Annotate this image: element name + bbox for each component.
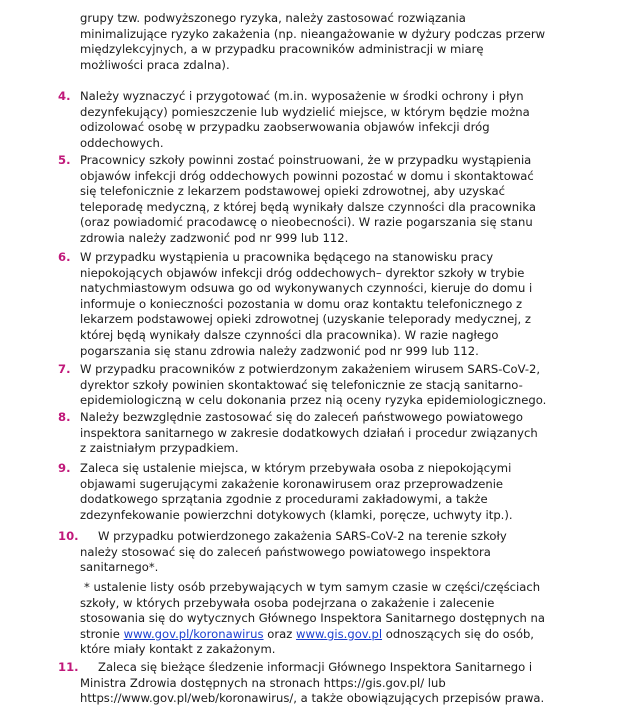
- text-line: dyrektor szkoły powinien skontaktować się telefonicznie ze stacją sanitarno-: [80, 377, 523, 392]
- text-line: dodatkowego sprzątania zgodnie z procedurami zakładowymi, a także: [80, 492, 488, 507]
- text-line: informuje o konieczności pozostania w domu oraz kontaktu telefonicznego z: [80, 296, 523, 311]
- item-number: 6.: [58, 250, 71, 264]
- text-line: https://www.gov.pl/web/koronawirus/, a także obowiązujących przepisów prawa.: [80, 691, 545, 706]
- text-line: (oraz powiadomić pracodawcę o nieobecności). W razie pogarszania się stanu: [80, 215, 533, 230]
- text-line: odizolować osobę w przypadku zaobserwowania objawów infekcji dróg: [80, 120, 490, 135]
- text-line: Należy bezwzględnie zastosować się do zaleceń państwowego powiatowego: [80, 410, 524, 424]
- item-text: [80, 362, 545, 409]
- footnote-line: [80, 627, 550, 643]
- item-text: [80, 529, 545, 576]
- text-line: pogarszania się stanu zdrowia należy zadzwonić pod nr 999 lub 112.: [80, 343, 479, 358]
- footnote-line: stosowania się do wytycznych Głównego Inspektora Sanitarnego dostępnych na: [80, 611, 545, 626]
- text-line: grupy tzw. podwyższonego ryzyka, należy zastosować rozwiązania: [80, 11, 466, 25]
- text-line: zdezynfekowanie powierzchni dotykowych (klamki, poręcze, uchwyty itp.).: [80, 507, 513, 522]
- item-number: 5.: [58, 153, 71, 167]
- text-line: sanitarnego*.: [80, 560, 159, 575]
- item-text: [80, 660, 545, 707]
- text-line: W przypadku potwierdzonego zakażenia SARS-CoV-2 na terenie szkoły: [98, 529, 507, 543]
- item-text: [80, 250, 545, 359]
- text-line: objawów infekcji dróg oddechowych powinni pozostać w domu i skontaktować: [80, 168, 534, 183]
- text-line: z zaistniałym przypadkiem.: [80, 441, 239, 456]
- text-line: W przypadku pracowników z potwierdzonym zakażeniem wirusem SARS-CoV-2,: [80, 362, 541, 376]
- footnote-text: stronie: [80, 626, 124, 641]
- text-line: międzylekcyjnych, a w przypadku pracowników administracji w miarę: [80, 42, 484, 57]
- item-text: [80, 153, 545, 247]
- text-line: której będą wynikały dalsze czynności dla pracownika). W razie nagłego: [80, 327, 499, 342]
- text-line: możliwości praca zdalna).: [80, 57, 230, 72]
- text-line: W przypadku wystąpienia u pracownika będącego na stanowisku pracy: [80, 250, 494, 264]
- text-line: dezynfekujący) pomieszczenie lub wydzielić miejsce, w którym będzie można: [80, 104, 530, 119]
- item-number: 4.: [58, 89, 71, 103]
- text-line: się telefonicznie z lekarzem podstawowej opieki zdrowotnej, aby uzyskać: [80, 184, 506, 199]
- item-number: 11.: [58, 660, 79, 674]
- footnote-line: które miały kontakt z zakażonym.: [80, 642, 276, 657]
- footnote-line: szkoły, w których przebywała osoba podejrzana o zakażenie i zalecenie: [80, 595, 495, 610]
- gis-link[interactable]: www.gis.gov.pl: [295, 626, 383, 641]
- text-line: Zaleca się bieżące śledzenie informacji Głównego Inspektora Sanitarnego i: [98, 660, 533, 674]
- item-number: 7.: [58, 362, 71, 376]
- text-line: teleporadę medyczną, z której będą wynikały dalsze czynności dla pracownika: [80, 199, 536, 214]
- footnote-text: oraz: [263, 626, 296, 641]
- item-text: [80, 89, 545, 151]
- text-line: Zaleca się ustalenie miejsca, w którym przebywała osoba z niepokojącymi: [80, 461, 512, 475]
- text-line: natychmiastowym odsuwa go od wykonywanych czynności, kieruje do domu i: [80, 281, 533, 296]
- footnote: [80, 580, 550, 658]
- item-number: 8.: [58, 410, 71, 424]
- text-line: objawami sugerującymi zakażenie koronawirusem oraz przeprowadzenie: [80, 476, 504, 491]
- text-line: inspektora sanitarnego w zakresie dodatkowych działań i procedur związanych: [80, 425, 538, 440]
- text-line: Należy wyznaczyć i przygotować (m.in. wyposażenie w środki ochrony i płyn: [80, 89, 524, 103]
- footnote-text: odnoszących się do osób,: [382, 626, 534, 641]
- text-line: należy stosować się do zaleceń państwowego powiatowego inspektora: [80, 544, 491, 559]
- item-number: 10.: [58, 529, 79, 543]
- text-line: Ministra Zdrowia dostępnych na stronach https://gis.gov.pl/ lub: [80, 675, 446, 690]
- koronawirus-link[interactable]: www.gov.pl/koronawirus: [123, 626, 264, 641]
- text-line: oddechowych.: [80, 135, 164, 150]
- text-line: niepokojących objawów infekcji dróg oddechowych– dyrektor szkoły w trybie: [80, 265, 525, 280]
- footnote-line: * ustalenie listy osób przebywających w tym samym czasie w części/częściach: [84, 580, 541, 594]
- item-text: [80, 410, 545, 457]
- item-number: 9.: [58, 461, 71, 475]
- text-line: zdrowia należy zadzwonić pod nr 999 lub 112.: [80, 230, 349, 245]
- continuation-paragraph: [80, 11, 546, 73]
- item-text: [80, 461, 545, 523]
- text-line: minimalizujące ryzyko zakażenia (np. nieangażowanie w dyżury podczas przerw: [80, 26, 546, 41]
- text-line: epidemiologiczną w celu dokonania przez nią oceny ryzyka epidemiologicznego.: [80, 393, 547, 408]
- text-line: lekarzem podstawowej opieki zdrowotnej (uzyskanie teleporady medycznej, z: [80, 312, 531, 327]
- text-line: Pracownicy szkoły powinni zostać poinstruowani, że w przypadku wystąpienia: [80, 153, 532, 167]
